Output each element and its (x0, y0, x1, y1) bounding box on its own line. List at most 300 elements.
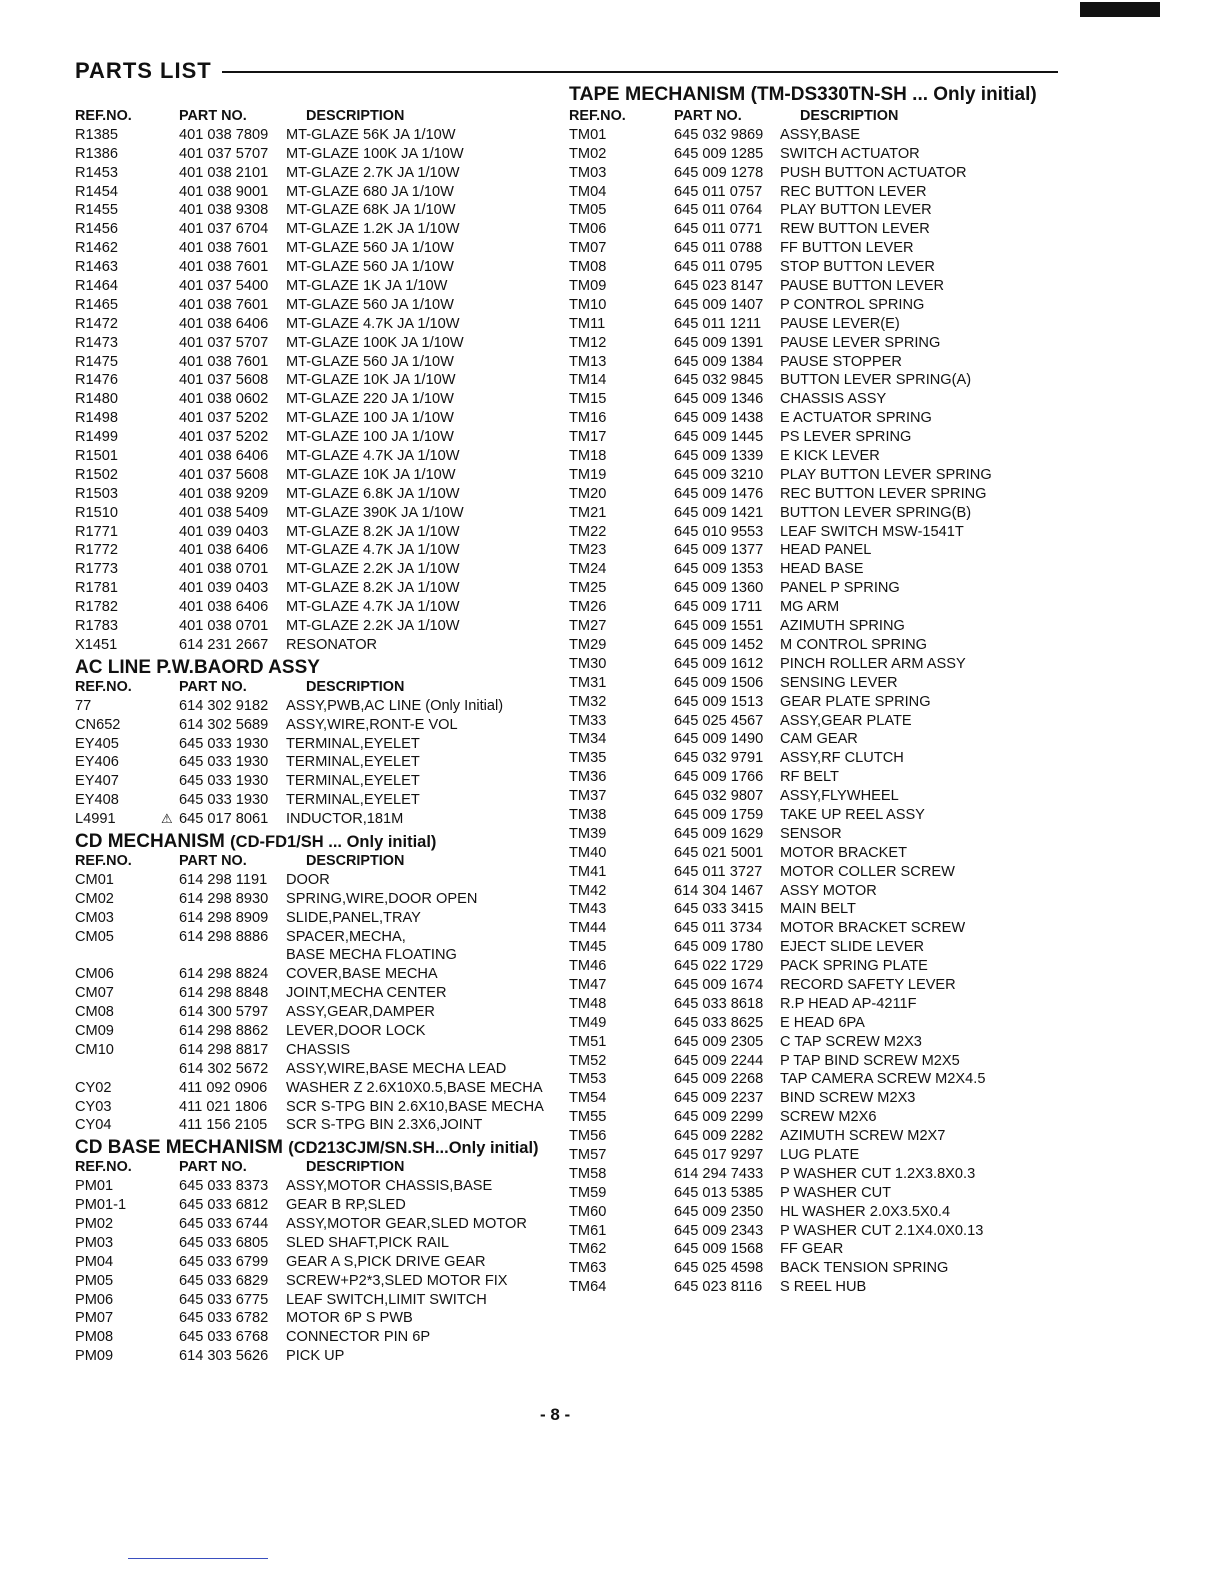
description-cell (780, 145, 920, 164)
description-text: MT-GLAZE 220 JA 1/10W (286, 391, 454, 408)
description-text: MT-GLAZE 4.7K JA 1/10W (286, 315, 460, 332)
description-cell (780, 900, 856, 919)
part-no-text: 645 033 8625 (674, 1014, 764, 1031)
part-no-text: 401 038 0701 (179, 618, 269, 635)
description-cell (286, 409, 454, 428)
ref-no-text: 77 (75, 697, 92, 714)
corner-mark (1080, 2, 1160, 17)
part-no-cell (179, 541, 286, 560)
part-no-text: 645 033 6744 (179, 1215, 269, 1232)
ref-no-cell (75, 946, 179, 965)
part-no-cell (179, 1003, 286, 1022)
part-no-text: 645 032 9791 (674, 750, 764, 767)
table-row (569, 220, 1069, 239)
part-no-text: 401 038 0602 (179, 391, 269, 408)
part-no-cell (674, 485, 780, 504)
table-row (75, 735, 570, 754)
description-text: MAIN BELT (780, 901, 856, 918)
description-cell (780, 806, 925, 825)
ref-no-cell (75, 447, 179, 466)
description-text: PAUSE LEVER(E) (780, 315, 900, 332)
description-cell (286, 965, 438, 984)
description-cell (286, 791, 420, 810)
part-no-text: 645 009 2343 (674, 1222, 764, 1239)
part-no-cell (179, 871, 286, 890)
table-row (75, 428, 570, 447)
part-no-cell (674, 466, 780, 485)
part-no-cell (674, 428, 780, 447)
ref-no-text: TM29 (569, 636, 607, 653)
ref-no-text: CM10 (75, 1041, 114, 1058)
ref-no-cell (569, 1203, 674, 1222)
description-text: TERMINAL,EYELET (286, 735, 420, 752)
ref-no-cell (569, 919, 674, 938)
description-text: MOTOR BRACKET (780, 844, 908, 861)
part-no-text: 411 156 2105 (179, 1117, 268, 1134)
description-text: MT-GLAZE 68K JA 1/10W (286, 202, 456, 219)
description-text: ASSY,WIRE,BASE MECHA LEAD (286, 1060, 507, 1077)
ref-no-text: CM08 (75, 1004, 114, 1021)
part-no-cell (179, 145, 286, 164)
part-no-cell (179, 772, 286, 791)
description-text: PINCH ROLLER ARM ASSY (780, 655, 966, 672)
part-no-cell (179, 1253, 286, 1272)
part-no-text: 614 303 5626 (179, 1348, 269, 1365)
col-desc-header: DESCRIPTION (800, 108, 899, 124)
table-row (569, 523, 1069, 542)
description-cell (286, 390, 454, 409)
table-row (75, 1060, 570, 1079)
ref-no-cell (75, 183, 179, 202)
description-cell (286, 145, 464, 164)
ref-no-cell (75, 1060, 179, 1079)
description-text: PAUSE LEVER SPRING (780, 334, 941, 351)
description-text: ASSY,RF CLUTCH (780, 750, 904, 767)
description-text: MT-GLAZE 4.7K JA 1/10W (286, 448, 460, 465)
page-number: - 8 - (540, 1405, 571, 1424)
ref-no-cell (569, 617, 674, 636)
part-no-cell (179, 1116, 286, 1135)
description-text: PACK SPRING PLATE (780, 958, 928, 975)
part-no-text: 401 037 5608 (179, 466, 269, 483)
col-ref-header: REF.NO. (75, 852, 132, 869)
description-cell (286, 1291, 487, 1310)
part-no-cell (674, 390, 780, 409)
description-cell (780, 1222, 983, 1241)
part-no-text: 645 025 4598 (674, 1260, 764, 1277)
ref-no-text: PM01-1 (75, 1197, 127, 1214)
col-desc-header: DESCRIPTION (306, 108, 405, 124)
ref-no-cell (569, 1278, 674, 1297)
ref-no-cell (569, 504, 674, 523)
part-no-text: 401 038 0701 (179, 561, 269, 578)
ref-no-text: TM56 (569, 1128, 607, 1145)
table-row (75, 1116, 570, 1135)
table-row (75, 1079, 570, 1098)
description-text: MT-GLAZE 4.7K JA 1/10W (286, 599, 460, 616)
ref-no-cell (569, 126, 674, 145)
part-no-text: 411 092 0906 (179, 1079, 268, 1096)
ref-no-text: R1503 (75, 485, 119, 502)
part-no-text: 645 009 2299 (674, 1109, 764, 1126)
part-no-cell (674, 1165, 780, 1184)
part-no-cell (179, 560, 286, 579)
ref-no-cell (75, 277, 179, 296)
part-no-cell (179, 1022, 286, 1041)
description-text: R.P HEAD AP-4211F (780, 995, 917, 1012)
description-text: MT-GLAZE 8.2K JA 1/10W (286, 523, 460, 540)
part-no-cell (674, 938, 780, 957)
part-no-text: 614 298 8886 (179, 928, 269, 945)
ref-no-cell (75, 1328, 179, 1347)
part-no-cell (179, 965, 286, 984)
part-no-cell (674, 1203, 780, 1222)
part-no-cell (674, 957, 780, 976)
part-no-cell (674, 447, 780, 466)
description-cell (780, 863, 955, 882)
col-ref-header: REF.NO. (75, 678, 132, 695)
description-cell (286, 871, 330, 890)
table-row (569, 1184, 1069, 1203)
description-cell (286, 1079, 543, 1098)
description-cell (780, 334, 940, 353)
part-no-text: 645 033 1930 (179, 754, 269, 771)
part-no-text: 645 032 9845 (674, 372, 764, 389)
ref-no-cell (569, 390, 674, 409)
table-row (75, 201, 570, 220)
part-no-text: 645 011 0771 (674, 221, 763, 238)
part-no-text: 645 011 3734 (674, 920, 763, 937)
description-cell (286, 1060, 506, 1079)
description-cell (286, 1234, 449, 1253)
part-no-text: 614 302 5689 (179, 716, 269, 733)
part-no-cell (674, 768, 780, 787)
part-no-cell (179, 716, 286, 735)
ref-no-text: TM44 (569, 920, 607, 937)
description-text: ASSY MOTOR (780, 882, 877, 899)
part-no-text: 614 298 1191 (179, 871, 268, 888)
description-text: LEAF SWITCH MSW-1541T (780, 523, 964, 540)
description-cell (780, 1165, 975, 1184)
table-row (569, 409, 1069, 428)
table-row (75, 1291, 570, 1310)
part-no-cell (179, 126, 286, 145)
cd-base-table (75, 1177, 570, 1366)
ref-no-cell (75, 1116, 179, 1135)
ref-no-text: CY03 (75, 1098, 112, 1115)
description-text: CAM GEAR (780, 731, 858, 748)
description-cell (286, 315, 460, 334)
ref-no-cell (569, 1033, 674, 1052)
description-text: SCR S-TPG BIN 2.6X10,BASE MECHA (286, 1098, 544, 1115)
table-row (75, 1328, 570, 1347)
part-no-text: 401 037 5707 (179, 145, 269, 162)
ref-no-text: R1454 (75, 183, 119, 200)
ref-no-cell (569, 1127, 674, 1146)
ref-no-text: R1771 (75, 523, 119, 540)
table-row (569, 712, 1069, 731)
description-cell (780, 466, 992, 485)
ref-no-text: TM35 (569, 750, 607, 767)
ref-no-text: TM45 (569, 939, 607, 956)
table-row (569, 390, 1069, 409)
table-row (569, 655, 1069, 674)
ref-no-text: TM32 (569, 693, 607, 710)
ref-no-cell (75, 1234, 179, 1253)
description-text: HEAD PANEL (780, 542, 872, 559)
description-text: CONNECTOR PIN 6P (286, 1329, 431, 1346)
table-row (75, 1098, 570, 1117)
table-row (75, 871, 570, 890)
part-no-text: 645 033 1930 (179, 735, 269, 752)
ref-no-text: R1501 (75, 448, 119, 465)
ref-no-cell (75, 1253, 179, 1272)
ref-no-cell (569, 1052, 674, 1071)
part-no-text: 645 009 1407 (674, 296, 764, 313)
part-no-cell (674, 409, 780, 428)
ref-no-cell (569, 447, 674, 466)
part-no-text: 645 033 6829 (179, 1272, 269, 1289)
description-text: SCREW M2X6 (780, 1109, 877, 1126)
col-part-header: PART NO. (179, 1159, 247, 1176)
part-no-text: 645 009 1346 (674, 391, 764, 408)
description-cell (286, 428, 454, 447)
part-no-text: 401 037 5707 (179, 334, 269, 351)
description-cell (286, 928, 406, 947)
part-no-cell (179, 1215, 286, 1234)
ref-no-cell (569, 882, 674, 901)
part-no-cell (179, 791, 286, 810)
part-no-cell (674, 712, 780, 731)
part-no-cell (179, 617, 286, 636)
ref-no-text: CN652 (75, 716, 121, 733)
description-cell (286, 1272, 508, 1291)
ref-no-cell (75, 1215, 179, 1234)
description-text: GEAR PLATE SPRING (780, 693, 931, 710)
description-text: MT-GLAZE 10K JA 1/10W (286, 372, 456, 389)
part-no-cell (179, 296, 286, 315)
part-no-cell (674, 598, 780, 617)
description-text: REC BUTTON LEVER SPRING (780, 485, 987, 502)
part-no-text: 645 009 1452 (674, 636, 764, 653)
ref-no-cell (569, 863, 674, 882)
description-cell (286, 466, 456, 485)
table-row (75, 617, 570, 636)
description-cell (286, 560, 460, 579)
table-row (75, 810, 570, 829)
description-text: PANEL P SPRING (780, 580, 900, 597)
description-text: MT-GLAZE 100K JA 1/10W (286, 145, 464, 162)
ref-no-cell (75, 928, 179, 947)
table-row (75, 1003, 570, 1022)
description-cell (780, 787, 899, 806)
description-cell (780, 541, 871, 560)
ref-no-text: TM08 (569, 259, 607, 276)
ref-no-text: TM36 (569, 769, 607, 786)
table-row (75, 145, 570, 164)
ref-no-text: CM05 (75, 928, 114, 945)
ref-no-text: EY405 (75, 735, 119, 752)
part-no-cell (179, 579, 286, 598)
ref-no-text: CM01 (75, 871, 114, 888)
description-cell (780, 995, 917, 1014)
description-cell (780, 1203, 950, 1222)
ref-no-text: EY407 (75, 773, 119, 790)
description-cell (780, 201, 932, 220)
ref-no-cell (569, 315, 674, 334)
ref-no-cell (569, 693, 674, 712)
cd-base-title: CD BASE MECHANISM (75, 1137, 283, 1159)
part-no-text: 645 009 1339 (674, 448, 764, 465)
description-text: WASHER Z 2.6X10X0.5,BASE MECHA (286, 1079, 543, 1096)
description-cell (780, 617, 905, 636)
ref-no-text: TM31 (569, 674, 607, 691)
description-cell (780, 183, 927, 202)
part-no-cell (674, 863, 780, 882)
description-text: MOTOR COLLER SCREW (780, 863, 955, 880)
table-row (75, 1272, 570, 1291)
ref-no-cell (569, 976, 674, 995)
table-row (569, 674, 1069, 693)
description-cell (286, 753, 420, 772)
ref-no-text: R1502 (75, 466, 119, 483)
part-no-text: 645 009 2268 (674, 1071, 764, 1088)
ref-no-cell (75, 220, 179, 239)
description-text: MT-GLAZE 1.2K JA 1/10W (286, 221, 460, 238)
part-no-cell (674, 560, 780, 579)
ref-no-cell (75, 1022, 179, 1041)
ref-no-cell (75, 965, 179, 984)
ref-no-text: TM11 (569, 315, 606, 332)
part-no-cell (179, 428, 286, 447)
ref-no-text: R1475 (75, 353, 119, 370)
description-text: JOINT,MECHA CENTER (286, 985, 447, 1002)
part-no-cell (179, 164, 286, 183)
table-row (569, 183, 1069, 202)
description-text: M CONTROL SPRING (780, 636, 928, 653)
part-no-cell (674, 825, 780, 844)
ref-no-text: TM55 (569, 1109, 607, 1126)
description-text: MT-GLAZE 100 JA 1/10W (286, 410, 454, 427)
ref-no-text: CM02 (75, 890, 114, 907)
part-no-cell (674, 1127, 780, 1146)
table-row (569, 844, 1069, 863)
part-no-text: 645 023 8147 (674, 278, 764, 295)
part-no-cell (179, 239, 286, 258)
ref-no-text: CY02 (75, 1079, 112, 1096)
description-cell (780, 730, 858, 749)
ref-no-cell (75, 636, 179, 655)
part-no-cell (674, 220, 780, 239)
description-text: ASSY,BASE (780, 126, 861, 143)
table-row (75, 277, 570, 296)
ref-no-cell (75, 1196, 179, 1215)
ref-no-text: TM03 (569, 164, 607, 181)
description-text: ASSY,FLYWHEEL (780, 788, 899, 805)
ref-no-text: TM64 (569, 1279, 607, 1296)
description-text: MT-GLAZE 4.7K JA 1/10W (286, 542, 460, 559)
part-no-text: 645 011 3727 (674, 863, 763, 880)
ref-no-cell (75, 334, 179, 353)
ref-no-text: PM02 (75, 1215, 114, 1232)
part-no-cell (674, 1259, 780, 1278)
col-ref-header: REF.NO. (569, 108, 626, 124)
description-cell (780, 749, 904, 768)
ref-no-cell (569, 523, 674, 542)
ref-no-text: TM24 (569, 561, 607, 578)
description-text: E ACTUATOR SPRING (780, 410, 932, 427)
table-row (75, 371, 570, 390)
part-no-cell (179, 1291, 286, 1310)
table-row (75, 1253, 570, 1272)
ref-no-text: R1463 (75, 259, 119, 276)
description-cell (286, 504, 464, 523)
part-no-text: 614 298 8909 (179, 909, 269, 926)
table-row (75, 541, 570, 560)
table-row (569, 1165, 1069, 1184)
part-no-cell (179, 1060, 286, 1079)
description-text: TERMINAL,EYELET (286, 754, 420, 771)
description-text: ASSY,PWB,AC LINE (Only Initial) (286, 697, 504, 714)
part-no-cell (674, 730, 780, 749)
part-no-cell (179, 1177, 286, 1196)
description-cell (286, 334, 464, 353)
part-no-text: 645 009 1360 (674, 580, 764, 597)
ref-no-cell (75, 1041, 179, 1060)
table-row (75, 183, 570, 202)
part-no-text: 645 033 6775 (179, 1291, 269, 1308)
ref-no-cell (75, 871, 179, 890)
table-row (75, 598, 570, 617)
description-text: BIND SCREW M2X3 (780, 1090, 916, 1107)
ref-no-cell (569, 1108, 674, 1127)
ref-no-cell (75, 890, 179, 909)
part-no-text: 645 033 6805 (179, 1234, 269, 1251)
description-text: STOP BUTTON LEVER (780, 259, 935, 276)
cd-base-subtitle: (CD213CJM/SN.SH...Only initial) (288, 1139, 539, 1158)
ref-no-text: TM10 (569, 296, 607, 313)
col-desc-header: DESCRIPTION (306, 1159, 405, 1176)
part-no-text: 645 022 1729 (674, 958, 764, 975)
part-no-text: 645 009 1780 (674, 939, 764, 956)
description-text: ASSY,GEAR PLATE (780, 712, 912, 729)
description-text: MT-GLAZE 560 JA 1/10W (286, 353, 454, 370)
description-cell (780, 1089, 915, 1108)
part-no-cell (674, 806, 780, 825)
description-text: P WASHER CUT 1.2X3.8X0.3 (780, 1165, 976, 1182)
col-part-header: PART NO. (179, 108, 247, 124)
part-no-cell (674, 1184, 780, 1203)
ref-no-cell (569, 938, 674, 957)
ref-no-text: PM04 (75, 1253, 114, 1270)
description-cell (286, 909, 421, 928)
part-no-text: 401 038 6406 (179, 542, 269, 559)
description-text: AZIMUTH SPRING (780, 618, 905, 635)
table-row (75, 1022, 570, 1041)
ref-no-text: TM46 (569, 958, 607, 975)
ref-no-text: L4991 (75, 811, 116, 828)
description-text: HEAD BASE (780, 561, 864, 578)
ref-no-cell (75, 560, 179, 579)
part-no-cell (179, 409, 286, 428)
table-row (569, 693, 1069, 712)
description-cell (780, 371, 971, 390)
description-cell (780, 825, 842, 844)
description-cell (286, 164, 460, 183)
table-row (569, 353, 1069, 372)
ref-no-cell (569, 201, 674, 220)
table-row (75, 1041, 570, 1060)
